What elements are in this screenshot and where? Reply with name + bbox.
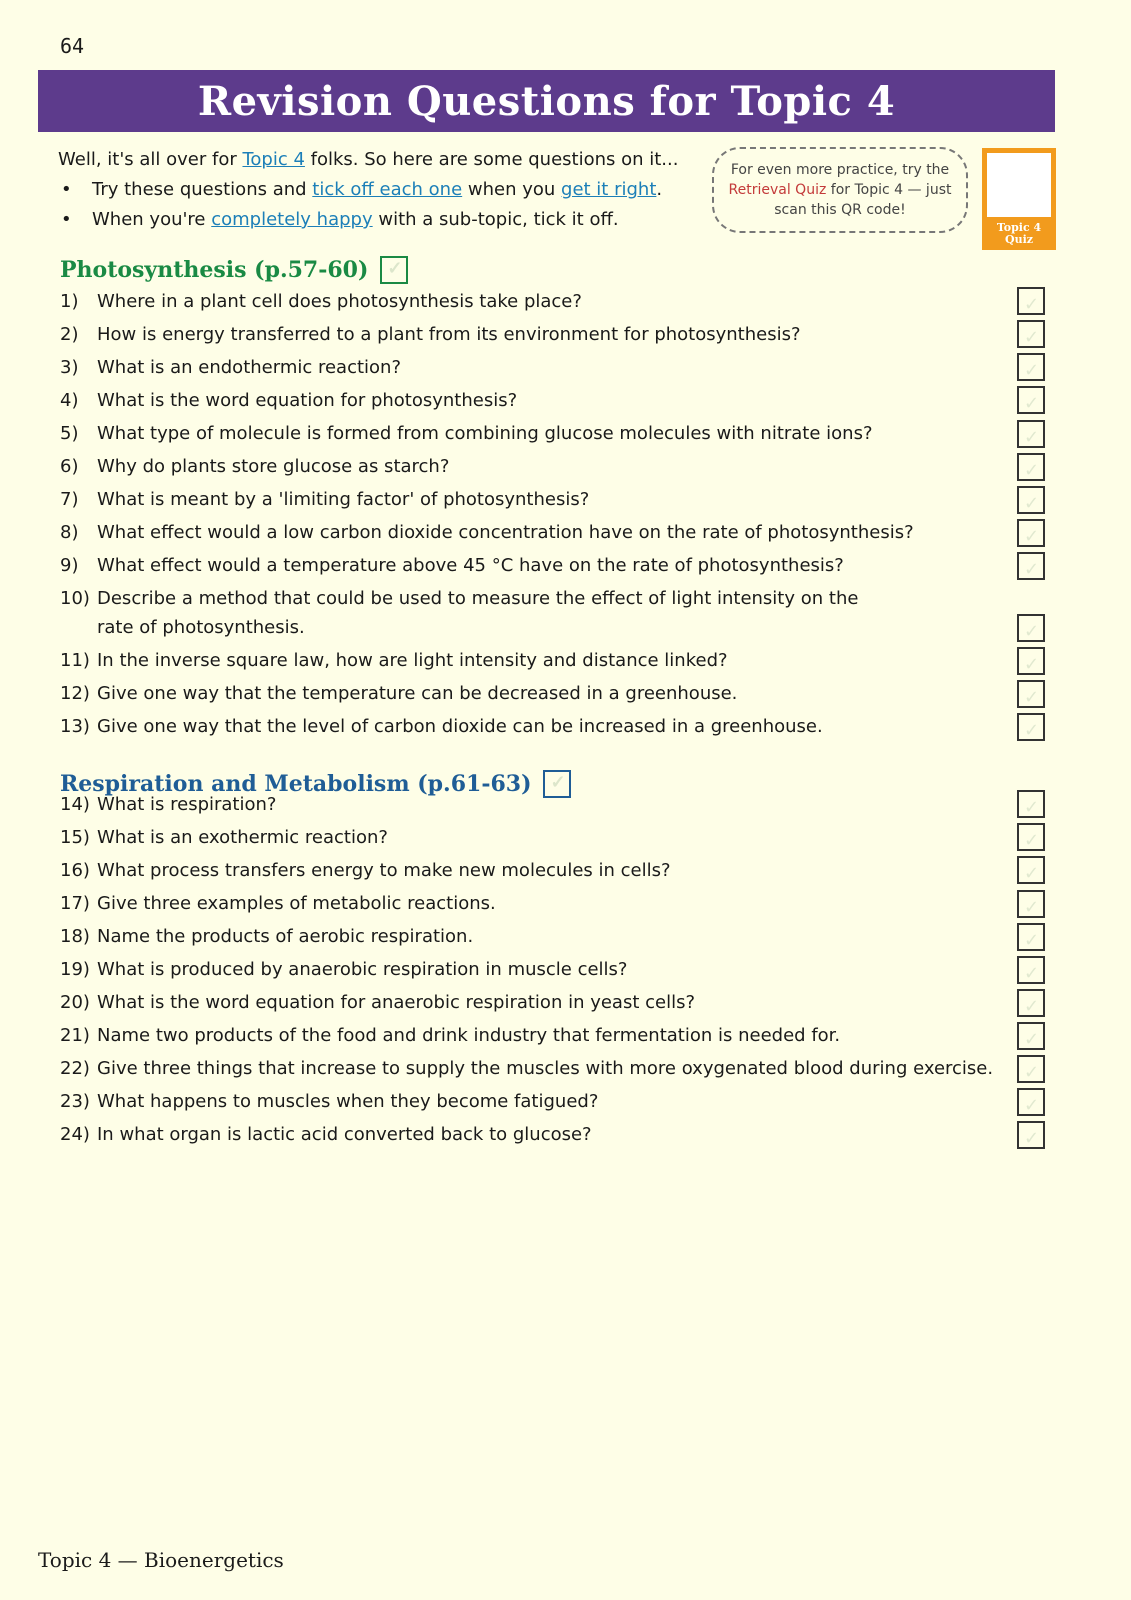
question-checkbox[interactable] <box>1017 552 1045 580</box>
question-checkbox[interactable] <box>1017 956 1045 984</box>
question-text-line: What process transfers energy to make new molecules in cells? <box>97 860 671 881</box>
question-text-line: In the inverse square law, how are light intensity and distance linked? <box>97 650 728 671</box>
question-checkbox[interactable] <box>1017 320 1045 348</box>
question-text <box>97 712 997 741</box>
question-text-line: What is produced by anaerobic respiration in muscle cells? <box>97 959 628 980</box>
tick-off-link[interactable]: tick off each one <box>312 179 463 200</box>
qr-label-line: Quiz <box>1004 233 1033 246</box>
question-number: 2) <box>60 324 79 345</box>
question-text <box>97 584 997 642</box>
question-checkbox[interactable] <box>1017 647 1045 675</box>
quiz-callout <box>712 147 968 233</box>
question-text-line: What is an endothermic reaction? <box>97 357 402 378</box>
intro-text-part: folks. So here are some questions on it... <box>304 149 679 170</box>
get-it-right-link[interactable]: get it right <box>561 179 657 200</box>
question-text-line: Give three examples of metabolic reactions. <box>97 893 496 914</box>
question-checkbox[interactable] <box>1017 1088 1045 1116</box>
question-text <box>97 452 997 481</box>
callout-text-part: for Topic 4 — just <box>826 182 952 198</box>
footer-topic: Topic 4 — Bioenergetics <box>38 1548 284 1572</box>
question-number: 14) <box>60 794 90 815</box>
question-checkbox[interactable] <box>1017 1022 1045 1050</box>
question-text <box>97 287 997 316</box>
question-text-line: What effect would a temperature above 45 °C have on the rate of photosynthesis? <box>97 555 844 576</box>
question-number: 5) <box>60 423 79 444</box>
question-number: 15) <box>60 827 90 848</box>
retrieval-quiz-label: Retrieval Quiz <box>728 182 827 198</box>
qr-label <box>987 222 1051 246</box>
section-title: Photosynthesis (p.57-60) <box>60 257 369 283</box>
question-text-line: In what organ is lactic acid converted back to glucose? <box>97 1124 592 1145</box>
question-number: 21) <box>60 1025 90 1046</box>
question-checkbox[interactable] <box>1017 287 1045 315</box>
callout-text-part: For even more practice, try the <box>730 162 950 178</box>
qr-label-line: Topic 4 <box>996 221 1042 234</box>
question-text <box>97 1120 997 1149</box>
question-text-line: Give one way that the temperature can be decreased in a greenhouse. <box>97 683 738 704</box>
question-text-line: What type of molecule is formed from combining glucose molecules with nitrate ions? <box>97 423 873 444</box>
question-checkbox[interactable] <box>1017 353 1045 381</box>
question-text <box>97 1054 997 1083</box>
question-number: 17) <box>60 893 90 914</box>
page-title: Revision Questions for Topic 4 <box>197 77 896 125</box>
question-text <box>97 679 997 708</box>
question-checkbox[interactable] <box>1017 420 1045 448</box>
question-text-line: What effect would a low carbon dioxide concentration have on the rate of photosynthesis? <box>97 522 914 543</box>
question-checkbox[interactable] <box>1017 790 1045 818</box>
question-checkbox[interactable] <box>1017 856 1045 884</box>
question-text <box>97 485 997 514</box>
question-checkbox[interactable] <box>1017 989 1045 1017</box>
question-checkbox[interactable] <box>1017 386 1045 414</box>
question-text <box>97 823 997 852</box>
question-text <box>97 1087 997 1116</box>
section-title: Respiration and Metabolism (p.61-63) <box>60 771 532 797</box>
intro-bullet-2 <box>58 205 708 235</box>
question-text <box>97 1021 997 1050</box>
question-checkbox[interactable] <box>1017 680 1045 708</box>
intro-bullet-1 <box>58 175 708 205</box>
bullet-text-part: When you're <box>92 209 212 230</box>
section-heading-photosynthesis <box>60 256 408 284</box>
qr-code-badge[interactable] <box>982 148 1056 250</box>
question-text-line: What is meant by a 'limiting factor' of photosynthesis? <box>97 489 590 510</box>
section-checkbox[interactable] <box>380 256 408 284</box>
question-number: 23) <box>60 1091 90 1112</box>
bullet-text-part: when you <box>462 179 562 200</box>
question-text <box>97 353 997 382</box>
question-text-line: Give one way that the level of carbon dioxide can be increased in a greenhouse. <box>97 716 823 737</box>
question-text <box>97 988 997 1017</box>
question-text <box>97 646 997 675</box>
question-text-line: Where in a plant cell does photosynthesis take place? <box>97 291 582 312</box>
question-number: 7) <box>60 489 79 510</box>
bullet-text-part: with a sub-topic, tick it off. <box>372 209 619 230</box>
page-title-banner <box>38 70 1055 132</box>
question-text <box>97 320 997 349</box>
question-text <box>97 551 997 580</box>
bullet-text-part: Try these questions and <box>92 179 313 200</box>
question-number: 16) <box>60 860 90 881</box>
intro-line <box>58 145 708 175</box>
question-number: 4) <box>60 390 79 411</box>
topic-link[interactable]: Topic 4 <box>242 149 305 170</box>
question-number: 6) <box>60 456 79 477</box>
callout-text-part: scan this QR code! <box>774 202 906 218</box>
question-text <box>97 518 997 547</box>
question-number: 3) <box>60 357 79 378</box>
question-checkbox[interactable] <box>1017 519 1045 547</box>
question-number: 12) <box>60 683 90 704</box>
question-text-line: How is energy transferred to a plant from its environment for photosynthesis? <box>97 324 801 345</box>
question-number: 9) <box>60 555 79 576</box>
question-number: 8) <box>60 522 79 543</box>
question-text-line: Give three things that increase to supply the muscles with more oxygenated blood during exercise. <box>97 1058 994 1079</box>
question-text-line: What is an exothermic reaction? <box>97 827 388 848</box>
question-text-line: Describe a method that could be used to measure the effect of light intensity on the <box>97 588 859 609</box>
question-number: 22) <box>60 1058 90 1079</box>
question-text-line: Why do plants store glucose as starch? <box>97 456 450 477</box>
question-text <box>97 955 997 984</box>
question-checkbox[interactable] <box>1017 1121 1045 1149</box>
question-text-line: Name two products of the food and drink industry that fermentation is needed for. <box>97 1025 841 1046</box>
question-text-line: What is the word equation for photosynthesis? <box>97 390 518 411</box>
quiz-callout-text <box>729 160 952 220</box>
intro-text <box>58 145 708 235</box>
question-text <box>97 889 997 918</box>
question-text <box>97 856 997 885</box>
question-text-line: What is respiration? <box>97 794 277 815</box>
question-text-line: rate of photosynthesis. <box>97 617 305 638</box>
question-checkbox[interactable] <box>1017 453 1045 481</box>
question-text-line: What happens to muscles when they become fatigued? <box>97 1091 599 1112</box>
page-number: 64 <box>60 34 85 58</box>
question-checkbox[interactable] <box>1017 1055 1045 1083</box>
question-number: 24) <box>60 1124 90 1145</box>
question-checkbox[interactable] <box>1017 614 1045 642</box>
question-text-line: Name the products of aerobic respiration. <box>97 926 474 947</box>
question-text-line: What is the word equation for anaerobic respiration in yeast cells? <box>97 992 696 1013</box>
question-text <box>97 790 997 819</box>
question-number: 11) <box>60 650 90 671</box>
intro-text-part: Well, it's all over for <box>58 149 243 170</box>
question-checkbox[interactable] <box>1017 486 1045 514</box>
bullet-text-part: . <box>656 179 663 200</box>
question-text <box>97 386 997 415</box>
question-text <box>97 922 997 951</box>
question-number: 13) <box>60 716 90 737</box>
question-text <box>97 419 997 448</box>
question-number: 20) <box>60 992 90 1013</box>
question-number: 19) <box>60 959 90 980</box>
question-number: 1) <box>60 291 79 312</box>
question-number: 10) <box>60 588 90 609</box>
question-checkbox[interactable] <box>1017 713 1045 741</box>
qr-code-icon[interactable] <box>987 153 1051 217</box>
question-checkbox[interactable] <box>1017 923 1045 951</box>
question-number: 18) <box>60 926 90 947</box>
completely-happy-link[interactable]: completely happy <box>211 209 373 230</box>
question-checkbox[interactable] <box>1017 890 1045 918</box>
question-checkbox[interactable] <box>1017 823 1045 851</box>
